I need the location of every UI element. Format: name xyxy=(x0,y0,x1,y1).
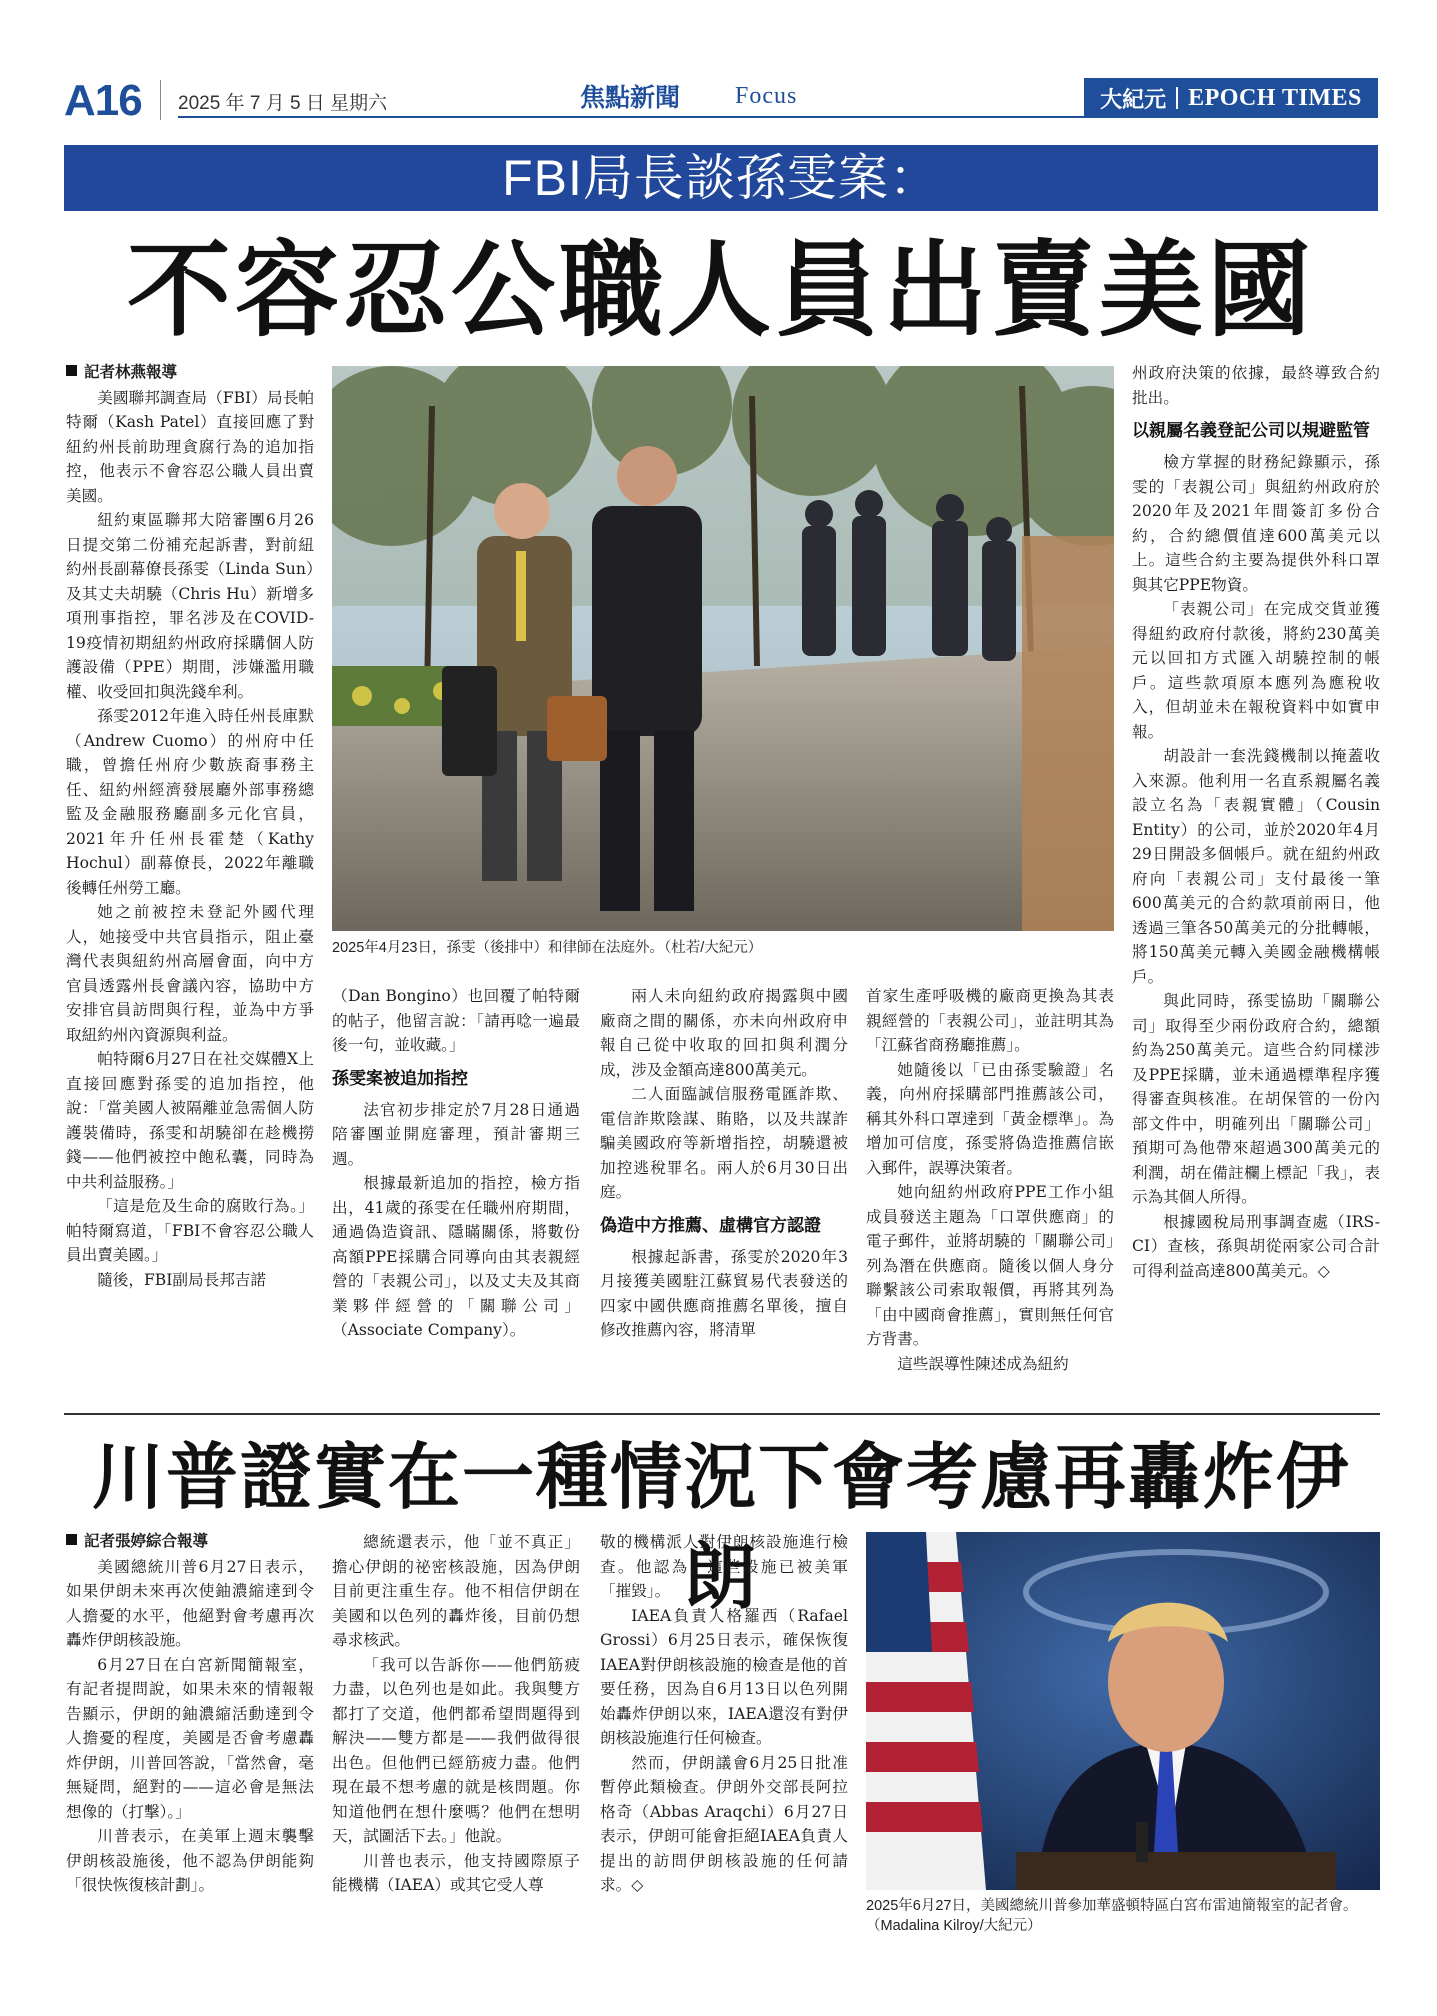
masthead xyxy=(60,72,1378,130)
paragraph: 法官初步排定於7月28日通過陪審團並開庭審理，預計審期三週。 xyxy=(332,1100,580,1168)
article1-column-1 xyxy=(66,361,314,1292)
subheading: 偽造中方推薦、虛構官方認證 xyxy=(600,1215,821,1235)
paragraph: 然而，伊朗議會6月25日批准暫停此類檢查。伊朗外交部長阿拉格奇（Abbas Araqchi）6月27日表示，伊朗可能會拒絕IAEA負責人提出的訪問伊朗核設施的任何請求。◇ xyxy=(600,1753,848,1894)
paragraph: 美國聯邦調查局（FBI）局長帕特爾（Kash Patel）直接回應了對紐約州長前助理貪腐行為的追加指控，他表示不會容忍公職人員出賣美國。 xyxy=(66,388,314,505)
courthouse-photo xyxy=(332,366,1114,931)
article2-headline: 川普證實在一種情況下會考慮再轟炸伊朗 xyxy=(91,1434,1350,1619)
paragraph: 美國總統川普6月27日表示，如果伊朗未來再次使鈾濃縮達到令人擔憂的水平，他絕對會考慮再次轟炸伊朗核設施。 xyxy=(66,1557,314,1649)
logo-english: EPOCH TIMES xyxy=(1188,84,1362,111)
paragraph: 與此同時，孫雯協助「關聯公司」取得至少兩份政府合約，總額約為250萬美元。這些合約同樣涉及PPE採購，並未通過標準程序獲得審查與核准。在胡保管的一份內部文件中，明確列出「關聯公司」預期可為他帶來超過300萬美元的利潤，胡在備註欄上標記「我」，表示為其個人所得。 xyxy=(1132,992,1380,1206)
paragraph: 州政府決策的依據，最終導致合約批出。 xyxy=(1132,364,1380,407)
article2-column-3 xyxy=(600,1530,848,1898)
paragraph: 她向紐約州政府PPE工作小組成員發送主題為「口罩供應商」的電子郵件，並將胡驍的「關聯公司」列為潛在供應商。隨後以個人身分聯繫該公司索取報價，再將其列為「由中國商會推薦」，實則無任何官方背書。 xyxy=(866,1183,1114,1348)
paragraph: IAEA負責人格羅西（Rafael Grossi）6月25日表示，確保恢復IAEA對伊朗核設施的檢查是他的首要任務，因為自6月13日以色列開始轟炸伊朗以來，IAEA還沒有對伊朗核設施進行任何檢查。 xyxy=(600,1606,848,1747)
photo-caption: 2025年4月23日，孫雯（後排中）和律師在法庭外。（杜若/大紀元） xyxy=(332,940,763,956)
section-title: 焦點新聞 xyxy=(580,84,681,112)
paragraph: 她隨後以「已由孫雯驗證」名義，向州府採購部門推薦該公司，稱其外科口罩達到「黃金標準」。為增加可信度，孫雯將偽造推薦信嵌入郵件，誤導決策者。 xyxy=(866,1060,1114,1177)
article1-byline: 記者林燕報導 xyxy=(66,361,314,386)
paragraph: 兩人未向紐約政府揭露與中國廠商之間的關係，亦未向州政府申報自己從中收取的回扣與利潤分成，涉及金額高達800萬美元。 xyxy=(600,987,848,1079)
press-briefing-illustration xyxy=(866,1532,1380,1890)
header-rule xyxy=(178,116,1138,118)
paragraph: 隨後，FBI副局長邦吉諾 xyxy=(97,1270,266,1289)
article1-column-3 xyxy=(600,984,848,1343)
press-briefing-photo xyxy=(866,1532,1380,1890)
paragraph: 檢方掌握的財務紀錄顯示，孫雯的「表親公司」與紐約州政府於2020年及2021年間簽訂多份合約，合約總價值達600萬美元以上。這些合約主要為提供外科口罩與其它PPE物資。 xyxy=(1132,453,1380,594)
section-title-en: Focus xyxy=(735,83,798,109)
paragraph: 6月27日在白宮新聞簡報室，有記者提問說，如果未來的情報報告顯示，伊朗的鈾濃縮活動達到令人擔憂的程度，美國是否會考慮轟炸伊朗，川普回答說，「當然會，毫無疑問，絕對的——這必會是無法想像的（打擊）。」 xyxy=(66,1655,314,1821)
epoch-times-logo[interactable] xyxy=(1084,78,1378,118)
paragraph: 帕特爾6月27日在社交媒體X上直接回應對孫雯的追加指控，他說：「當美國人被隔離並急需個人防護裝備時，孫雯和胡驍卻在趁機撈錢——他們被控中飽私囊，同時為中共利益服務。」 xyxy=(66,1050,314,1191)
paragraph: 「我可以告訴你——他們筋疲力盡，以色列也是如此。我與雙方都打了交道，他們都希望問題得到解決——雙方都是——我們做得很出色。但他們已經筋疲力盡。他們現在最不想考慮的就是核問題。你知道他們在想什麼嗎？他們在想明天，試圖活下去。」他說。 xyxy=(332,1655,580,1845)
article1-headline: 不容忍公職人員出賣美國 xyxy=(126,228,1315,351)
paragraph: 根據起訴書，孫雯於2020年3月接獲美國駐江蘇貿易代表發送的四家中國供應商推薦名單後，擅自修改推薦內容，將清單 xyxy=(600,1247,848,1339)
photo-caption: 2025年6月27日，美國總統川普參加華盛頓特區白宮布雷迪簡報室的記者會。（Madalina Kilroy/大紀元） xyxy=(866,1898,1358,1934)
article1-kicker: FBI局長談孫雯案： xyxy=(64,145,1378,211)
subheading: 孫雯案被追加指控 xyxy=(332,1068,468,1088)
paragraph: 總統還表示，他「並不真正」擔心伊朗的祕密核設施，因為伊朗目前更注重生存。他不相信伊朗在美國和以色列的轟炸後，目前仍想尋求核武。 xyxy=(332,1533,580,1649)
article1-column-2 xyxy=(332,984,580,1343)
paragraph: 「表親公司」在完成交貨並獲得紐約政府付款後，將約230萬美元以回扣方式匯入胡驍控制的帳戶。這些款項原本應列為應稅收入，但胡並未在報稅資料中如實申報。 xyxy=(1132,600,1380,741)
logo-chinese: 大紀元 xyxy=(1100,86,1167,113)
header-divider xyxy=(160,80,161,120)
paragraph: 敬的機構派人對伊朗核設施進行檢查。他認為，這些設施已被美軍「摧毀」。 xyxy=(600,1533,848,1600)
paragraph: （Dan Bongino）也回覆了帕特爾的帖子，他留言說：「請再唸一遍最後一句，並收藏。」 xyxy=(332,987,580,1054)
paragraph: 首家生產呼吸機的廠商更換為其表親經營的「表親公司」，並註明其為「江蘇省商務廳推薦」。 xyxy=(866,987,1114,1054)
issue-date: 2025 年 7 月 5 日 星期六 xyxy=(178,93,388,114)
article2-byline: 記者張婷綜合報導 xyxy=(66,1530,314,1555)
page-number: A16 xyxy=(64,76,142,125)
article1-column-4 xyxy=(866,984,1114,1376)
paragraph: 紐約東區聯邦大陪審團6月26日提交第二份補充起訴書，對前紐約州長副幕僚長孫雯（Linda Sun）及其丈夫胡驍（Chris Hu）新增多項刑事指控，罪名涉及在COVID-19疫情初期紐約州政府採購個人防護設備（PPE）期間，涉嫌濫用職權、收受回扣與洗錢牟利。 xyxy=(66,511,314,701)
paragraph: 川普表示，在美軍上週末襲擊伊朗核設施後，他不認為伊朗能夠「很快恢復核計劃」。 xyxy=(66,1827,314,1894)
paragraph: 胡設計一套洗錢機制以掩蓋收入來源。他利用一名直系親屬名義設立名為「表親實體」（Cousin Entity）的公司，並於2020年4月29日開設多個帳戶。就在紐約州政府向「表親公司」支付最後一筆600萬美元的合約款項前兩日，他透過三筆各50萬美元的分批轉帳，將150萬美元轉入美國金融機構帳戶。 xyxy=(1132,747,1380,986)
article2-column-2 xyxy=(332,1530,580,1898)
paragraph: 二人面臨誠信服務電匯詐欺、電信詐欺陰謀、賄賂，以及共謀詐騙美國政府等新增指控，胡驍還被加控逃稅罪名。兩人於6月30日出庭。 xyxy=(600,1085,848,1201)
paragraph: 川普也表示，他支持國際原子能機構（IAEA）或其它受人尊 xyxy=(332,1851,580,1894)
subheading: 以親屬名義登記公司以規避監管 xyxy=(1132,421,1370,440)
article1-column-5 xyxy=(1132,361,1380,1283)
paragraph: 她之前被控未登記外國代理人，她接受中共官員指示，阻止臺灣代表與紐約州高層會面，向中方官員透露州長會議內容，協助中方安排官員訪問與行程，並為中方爭取紐約州內資源與利益。 xyxy=(66,903,314,1044)
article-divider xyxy=(64,1413,1380,1415)
article2-column-1 xyxy=(66,1530,314,1898)
courthouse-photo-illustration xyxy=(332,366,1114,931)
paragraph: 這些誤導性陳述成為紐約 xyxy=(897,1354,1069,1373)
paragraph: 孫雯2012年進入時任州長庫默（Andrew Cuomo）的州府中任職，曾擔任州府少數族裔事務主任、紐約州經濟發展廳外部事務總監及金融服務廳副多元化官員，2021年升任州長霍楚（Kathy Hochul）副幕僚長，2022年離職後轉任州勞工廳。 xyxy=(66,707,314,897)
paragraph: 「這是危及生命的腐敗行為。」帕特爾寫道，「FBI不會容忍公職人員出賣美國。」 xyxy=(66,1197,314,1264)
paragraph: 根據國稅局刑事調查處（IRS-CI）查核，孫與胡從兩家公司合計可得利益高達800萬美元。◇ xyxy=(1132,1212,1380,1280)
paragraph: 根據最新追加的指控，檢方指出，41歲的孫雯在任職州府期間，通過偽造資訊、隱瞞關係，將數份高額PPE採購合同導向由其表親經營的「表親公司」，以及丈夫及其商業夥伴經營的「關聯公司」（Associate Company）。 xyxy=(332,1174,580,1339)
